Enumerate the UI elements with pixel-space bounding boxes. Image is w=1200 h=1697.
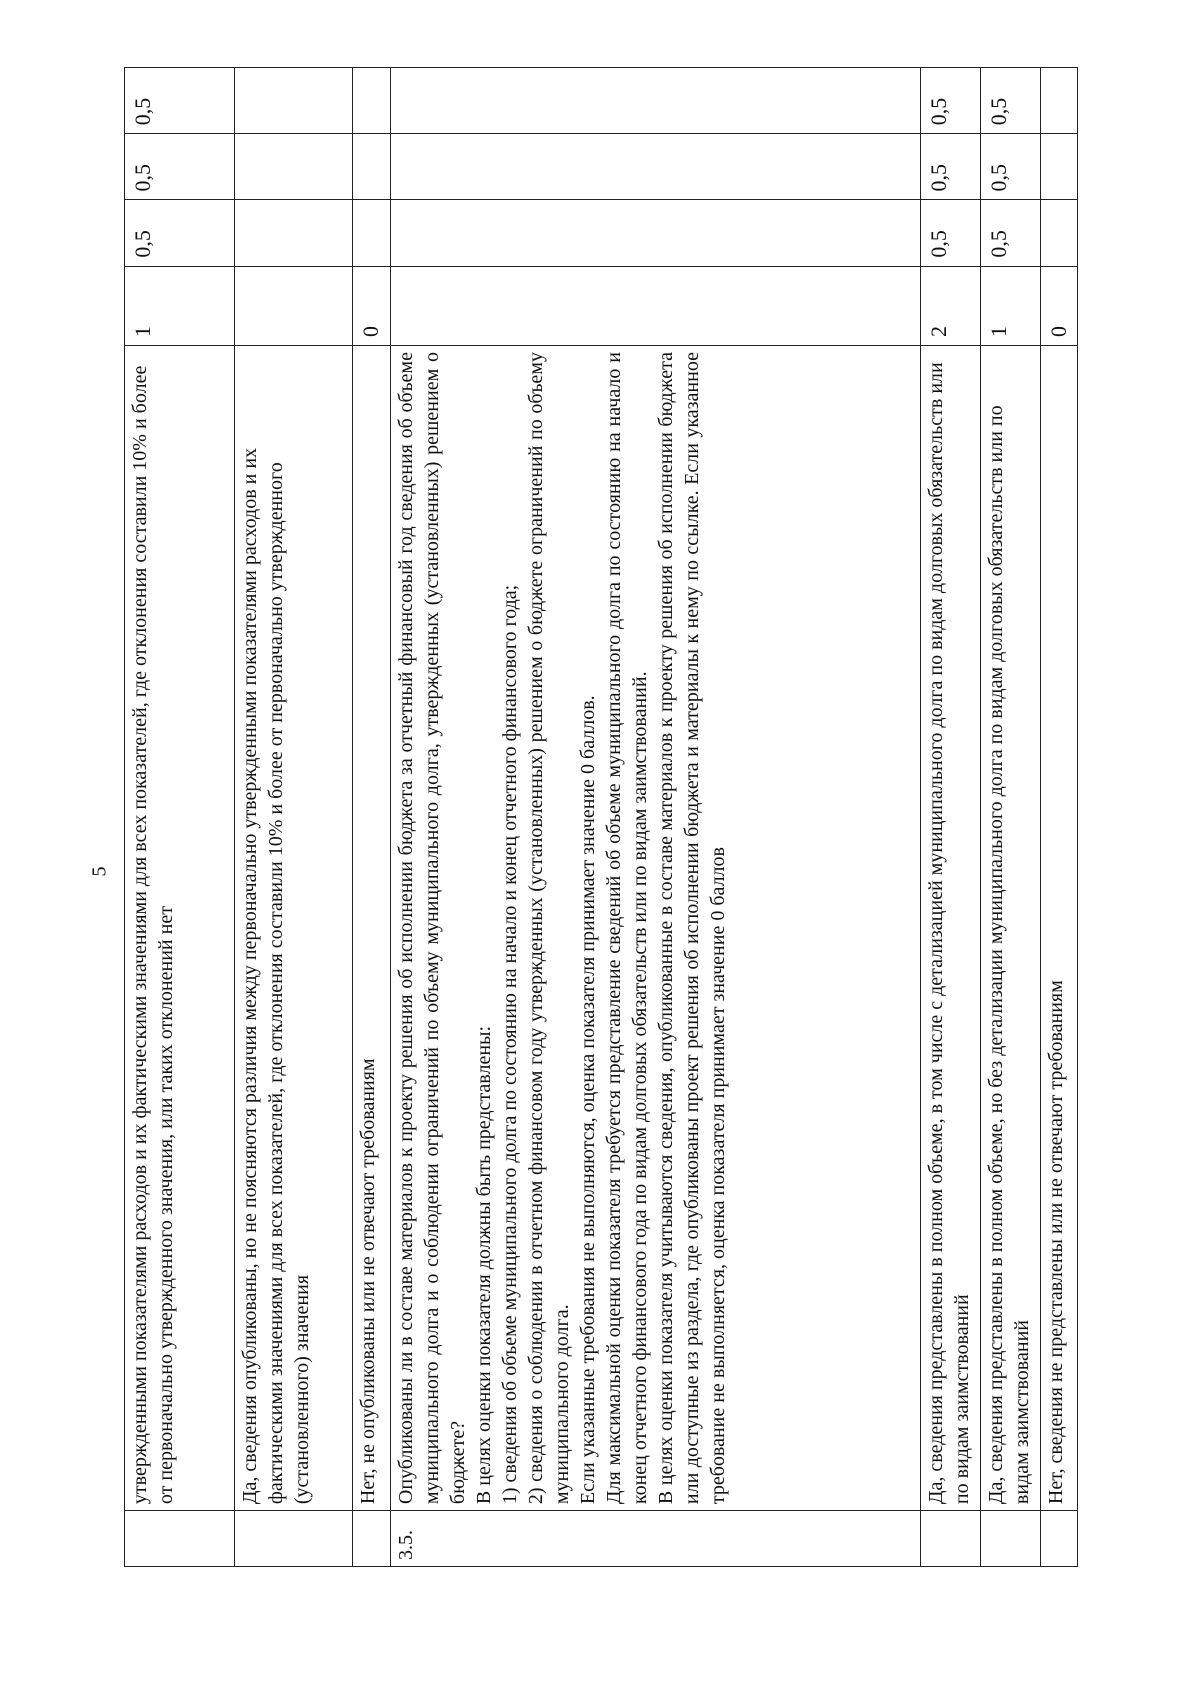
weight-cell xyxy=(235,200,353,266)
criterion-paragraph: Если указанные требования не выполняются, оценка показателя принимает значение 0 баллов. xyxy=(576,695,599,1505)
row-number: 3.5. xyxy=(390,1511,920,1567)
criterion-text: утвержденными показателями расходов и их фактическими значениями для всех показателей, где отклонения составили 10% и более от первоначально утвержденного значения, или таких отклонений нет xyxy=(125,346,235,1511)
weight-cell xyxy=(235,68,353,134)
row-number xyxy=(235,1511,353,1567)
weight-cell xyxy=(1040,200,1078,266)
table-row xyxy=(353,68,391,1567)
weight-cell: 0,5 xyxy=(920,200,980,266)
page-number: 5 xyxy=(88,866,111,877)
criterion-paragraph: В целях оценки показателя учитываются сведения, опубликованные в составе материалов к проекту решения об исполнении бюджета или доступные из раздела, где опубликованы проект решения об исполнении бюджета и материалы к нему по ссылке. Если указанное требование не выполняется, оценка показателя принимает значение 0 баллов xyxy=(654,352,729,1505)
weight-cell xyxy=(353,134,391,200)
points-cell xyxy=(235,266,353,345)
weight-cell xyxy=(235,134,353,200)
row-number xyxy=(125,1511,235,1567)
table-row xyxy=(920,68,980,1567)
criterion-paragraph: 1) сведения об объеме муниципального долга по состоянию на начало и конец отчетного финансового года; xyxy=(498,584,521,1505)
row-number xyxy=(980,1511,1040,1567)
weight-cell: 0,5 xyxy=(125,200,235,266)
rotated-table-container xyxy=(124,67,1074,1567)
weight-cell xyxy=(1040,134,1078,200)
criterion-text: Да, сведения опубликованы, но не поясняются различия между первоначально утвержденными показателями расходов и их фактическими значениями для всех показателей, где отклонения составили 10% и более от первоначально утвержденного (установленного) значения xyxy=(235,346,353,1511)
points-cell: 0 xyxy=(353,266,391,345)
weight-cell: 0,5 xyxy=(920,134,980,200)
weight-cell xyxy=(390,200,920,266)
criteria-table xyxy=(124,67,1078,1567)
points-cell: 1 xyxy=(125,266,235,345)
points-cell: 2 xyxy=(920,266,980,345)
criterion-paragraph: 2) сведения о соблюдении в отчетном финансовом году утвержденных (установленных) решением о бюджете ограничений по объему муниципального долга. xyxy=(524,352,573,1505)
criterion-paragraph: В целях оценки показателя должны быть представлены: xyxy=(472,1025,495,1505)
criterion-text: Нет, сведения не представлены или не отвечают требованиям xyxy=(1040,346,1078,1511)
weight-cell: 0,5 xyxy=(920,68,980,134)
criterion-text: Нет, не опубликованы или не отвечают требованиям xyxy=(353,346,391,1511)
criterion-text: Да, сведения представлены в полном объеме, но без детализации муниципального долга по видам долговых обязательств или по видам заимствований xyxy=(980,346,1040,1511)
weight-cell xyxy=(390,134,920,200)
table-row xyxy=(125,68,235,1567)
weight-cell xyxy=(353,200,391,266)
table-row xyxy=(980,68,1040,1567)
weight-cell xyxy=(390,68,920,134)
criterion-text: Да, сведения представлены в полном объеме, в том числе с детализацией муниципального долга по видам долговых обязательств или по видам заимствований xyxy=(920,346,980,1511)
points-cell xyxy=(390,266,920,345)
points-cell: 1 xyxy=(980,266,1040,345)
criterion-paragraph: Опубликованы ли в составе материалов к проекту решения об исполнении бюджета за отчетный финансовый год сведения об объеме муниципального долга и о соблюдении ограничений по объему муниципального долга, утвержденных (установленных) решением о бюджете? xyxy=(394,352,469,1505)
weight-cell: 0,5 xyxy=(980,68,1040,134)
weight-cell: 0,5 xyxy=(980,200,1040,266)
points-cell: 0 xyxy=(1040,266,1078,345)
table-row xyxy=(235,68,353,1567)
weight-cell: 0,5 xyxy=(125,68,235,134)
row-number xyxy=(1040,1511,1078,1567)
table-row xyxy=(390,68,920,1567)
row-number xyxy=(353,1511,391,1567)
weight-cell: 0,5 xyxy=(125,134,235,200)
table-row xyxy=(1040,68,1078,1567)
weight-cell: 0,5 xyxy=(980,134,1040,200)
weight-cell xyxy=(353,68,391,134)
row-number xyxy=(920,1511,980,1567)
weight-cell xyxy=(1040,68,1078,134)
criterion-text xyxy=(390,346,920,1511)
criterion-paragraph: Для максимальной оценки показателя требуется представление сведений об объеме муниципального долга по состоянию на начало и конец отчетного финансового года по видам долговых обязательств или по видам заимствований. xyxy=(602,352,651,1505)
